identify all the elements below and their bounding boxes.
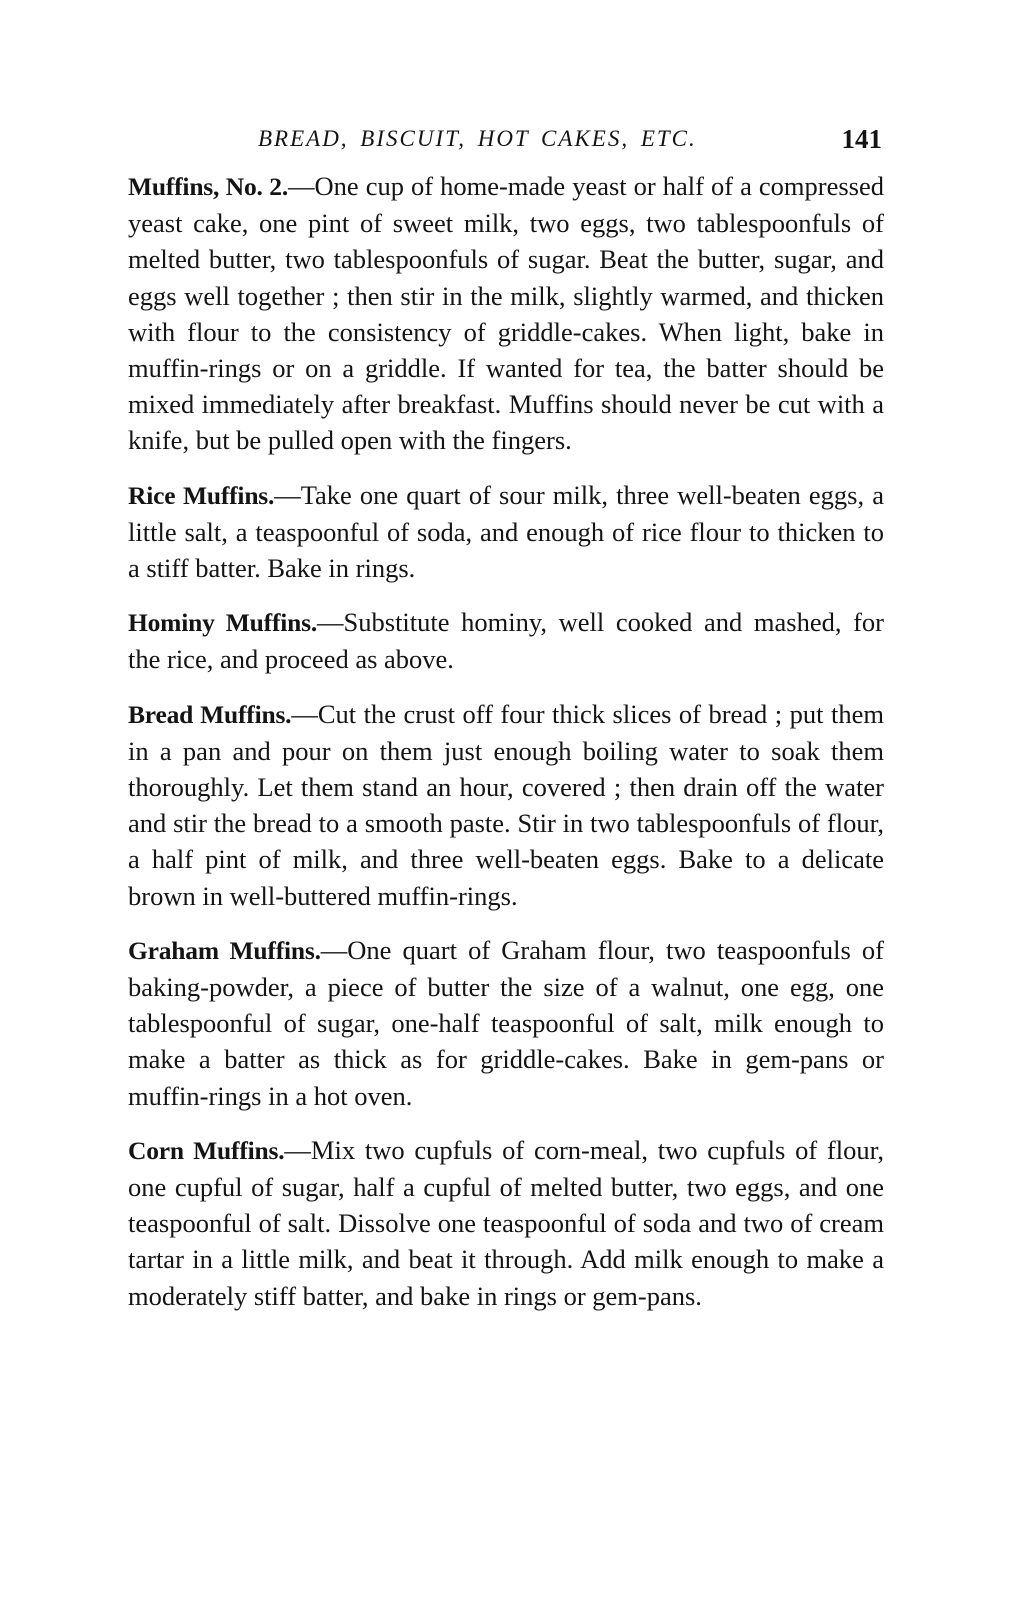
recipe-title: Hominy Muffins.	[128, 608, 318, 638]
recipe-bread-muffins	[128, 696, 884, 914]
recipe-title: Corn Muffins.	[128, 1135, 285, 1165]
recipe-graham-muffins	[128, 932, 884, 1114]
recipe-body: —One quart of Graham flour, two teaspoonfuls of baking-powder, a piece of butter the size of a walnut, one egg, one tablespoonful of sugar, one-half teaspoonful of salt, milk enough to make a batter as thick as for griddle-cakes. Bake in gem-pans or muffin-rings in a hot oven.	[128, 934, 884, 1111]
recipe-hominy-muffins	[128, 604, 884, 677]
running-title: BREAD, BISCUIT, HOT CAKES, ETC.	[258, 126, 697, 151]
recipe-body: —Substitute hominy, well cooked and mashed, for the rice, and proceed as above.	[128, 607, 884, 675]
recipe-title: Rice Muffins.	[128, 480, 275, 510]
recipe-title: Graham Muffins.	[128, 935, 321, 965]
recipe-body: —Mix two cupfuls of corn-meal, two cupfuls of flour, one cupful of sugar, half a cupful of melted butter, two eggs, and one teaspoonful of salt. Dissolve one teaspoonful of soda and two of cream tartar in a little milk, and beat it through. Add milk enough to make a moderately stiff batter, and bake in rings or gem-pans.	[128, 1134, 884, 1311]
recipe-body: —Cut the crust off four thick slices of bread ; put them in a pan and pour on them just enough boiling water to soak them thoroughly. Let them stand an hour, covered ; then drain off the water and stir the bread to a smooth paste. Stir in two tablespoonfuls of flour, a half pint of milk, and three well-beaten eggs. Bake to a delicate brown in well-buttered muffin-rings.	[128, 698, 884, 911]
recipe-corn-muffins	[128, 1132, 884, 1314]
recipe-body: —One cup of home-made yeast or half of a compressed yeast cake, one pint of sweet milk, two eggs, two tablespoonfuls of melted butter, two tablespoonfuls of sugar. Beat the butter, sugar, and eggs well together ; then stir in the milk, slightly warmed, and thicken with flour to the consistency of griddle-cakes. When light, bake in muffin-rings or on a griddle. If wanted for tea, the batter should be mixed immediately after breakfast. Muffins should never be cut with a knife, but be pulled open with the fingers.	[128, 171, 885, 456]
recipe-body: —Take one quart of sour milk, three well-beaten eggs, a little salt, a teaspoonful of soda, and enough of rice flour to thicken to a stiff batter. Bake in rings.	[128, 479, 884, 584]
book-page	[128, 118, 884, 1332]
running-head	[128, 118, 884, 168]
recipe-rice-muffins	[128, 477, 884, 587]
recipe-muffins-no-2	[128, 168, 884, 459]
recipe-title: Muffins, No. 2.	[128, 172, 289, 201]
page-number: 141	[841, 124, 882, 154]
recipe-title: Bread Muffins.	[128, 699, 292, 729]
